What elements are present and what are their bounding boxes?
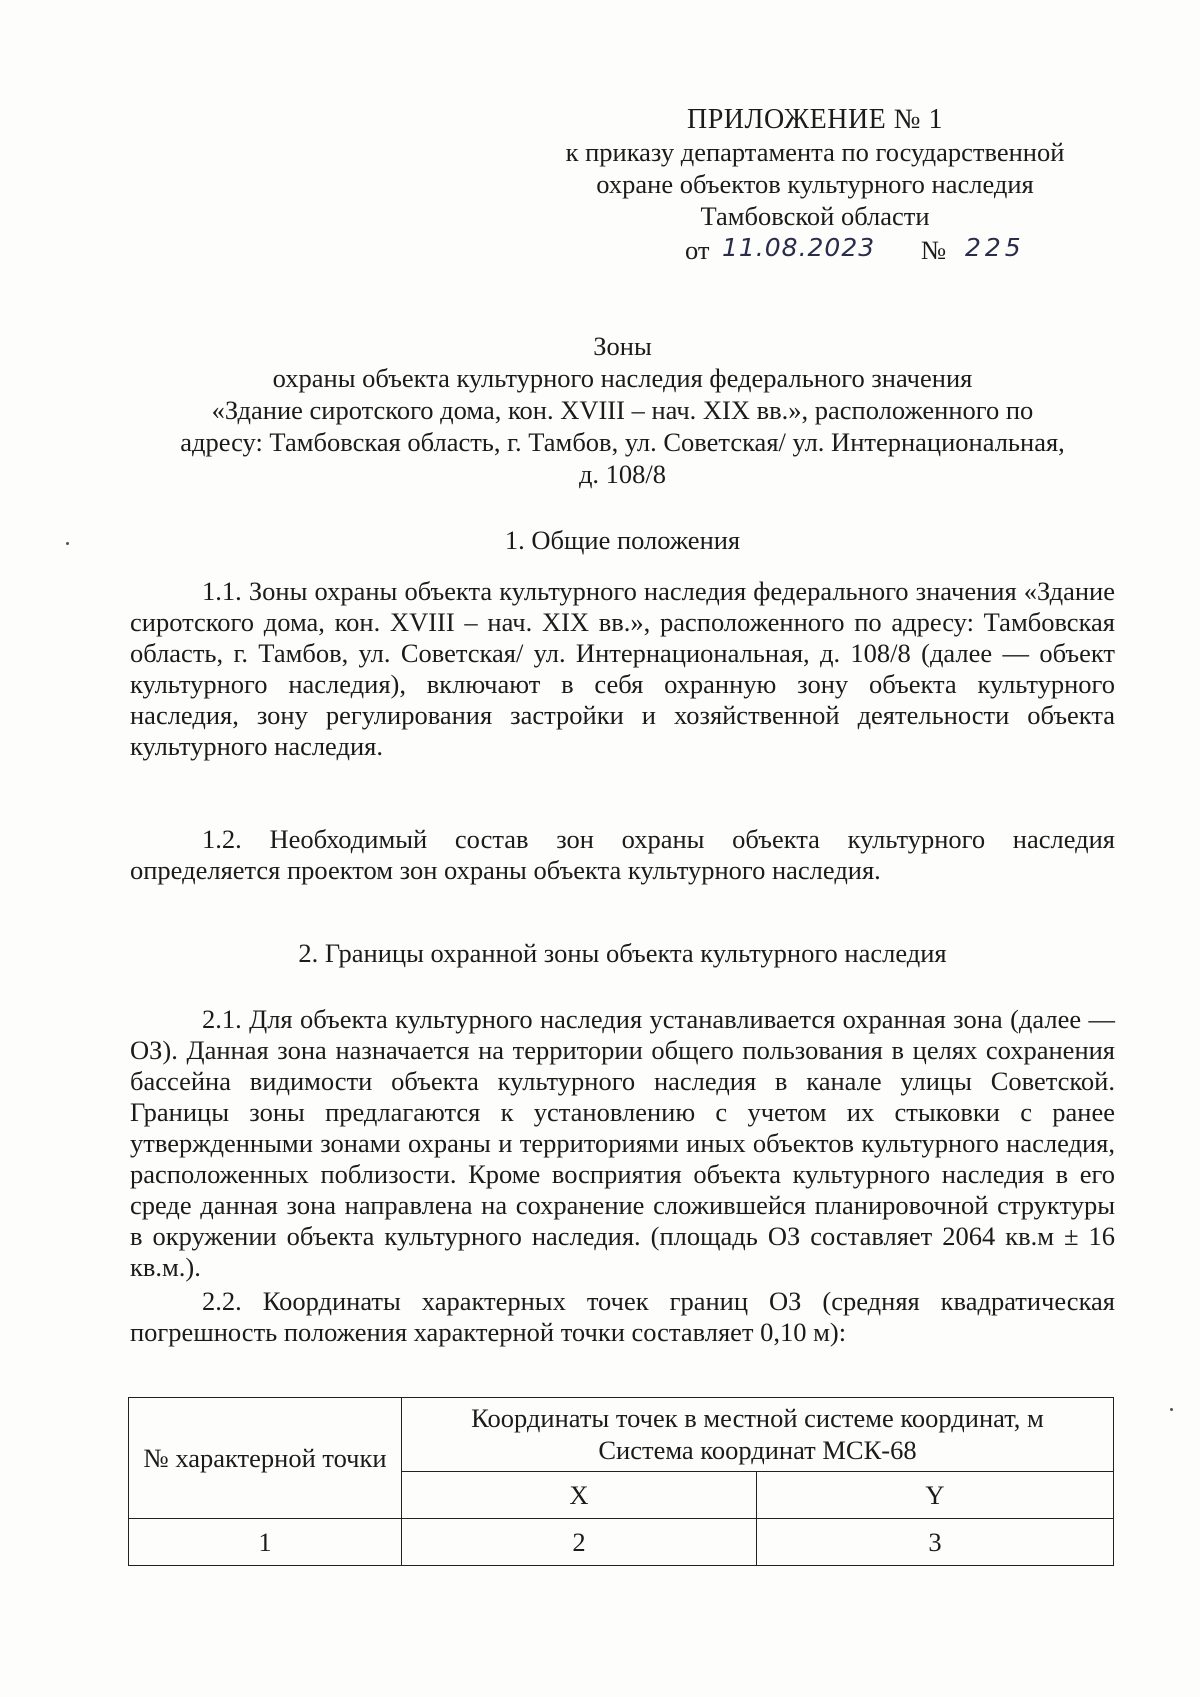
handwritten-number: 225	[965, 233, 1025, 262]
appendix-block	[545, 104, 1085, 272]
paragraph-1-1: 1.1. Зоны охраны объекта культурного наследия федерального значения «Здание сиротского дома, кон. XVIII – нач. XIX вв.», расположенного по адресу: Тамбовская область, г. Тамбов, ул. Советская/ ул. Интернациональная, д. 108/8 (далее — объект культурного наследия), включают в себя охранную зону объекта культурного наследия, зону регулирования застройки и хозяйственной деятельности объекта культурного наследия.	[130, 576, 1115, 761]
handwritten-date: 11.08.2023	[722, 233, 876, 262]
document-title	[130, 330, 1115, 490]
coordinates-table	[128, 1397, 1114, 1566]
coords-header-line-1: Координаты точек в местной системе координат, м	[471, 1403, 1044, 1434]
title-line-4: адресу: Тамбовская область, г. Тамбов, ул. Советская/ ул. Интернациональная,	[180, 427, 1065, 457]
section-1-heading: 1. Общие положения	[504, 525, 741, 555]
title-line-3: «Здание сиротского дома, кон. XVIII – нач. XIX вв.», расположенного по	[211, 395, 1034, 425]
order-date-number-line	[545, 232, 1085, 272]
numbering-cell-2: 2	[402, 1519, 757, 1566]
coords-header	[402, 1398, 1114, 1472]
number-label: №	[921, 235, 947, 265]
appendix-title: ПРИЛОЖЕНИЕ № 1	[687, 104, 943, 135]
paragraph-2-1: 2.1. Для объекта культурного наследия устанавливается охранная зона (далее — ОЗ). Данная зона назначается на территории общего пользования в целях сохранения бассейна видимости объекта культурного наследия в канале улицы Советской. Границы зоны предлагаются к установлению с учетом их стыковки с ранее утвержденными зонами охраны и территориями иных объектов культурного наследия, расположенных поблизости. Кроме восприятия объекта культурного наследия в его среде данная зона направлена на сохранение сложившейся планировочной структуры в окружении объекта культурного наследия. (площадь ОЗ составляет 2064 кв.м ± 16 кв.м.).	[130, 1004, 1115, 1282]
y-header: Y	[757, 1471, 1114, 1518]
title-line-5: д. 108/8	[578, 459, 667, 489]
from-label: от	[685, 235, 710, 265]
numbering-cell-1: 1	[129, 1519, 402, 1566]
paragraph-1-2: 1.2. Необходимый состав зон охраны объекта культурного наследия определяется проектом зон охраны объекта культурного наследия.	[130, 824, 1115, 885]
x-header: X	[402, 1471, 757, 1518]
coords-header-line-2: Система координат МСК-68	[598, 1435, 917, 1466]
title-line-1: Зоны	[593, 331, 652, 361]
appendix-line-2: охране объектов культурного наследия	[596, 169, 1034, 199]
point-number-header: № характерной точки	[129, 1398, 402, 1519]
numbering-cell-3: 3	[757, 1519, 1114, 1566]
section-2-heading: 2. Границы охранной зоны объекта культурного наследия	[298, 938, 947, 968]
appendix-line-1: к приказу департамента по государственной	[565, 137, 1065, 167]
scan-speck	[66, 542, 69, 545]
paragraph-2-2: 2.2. Координаты характерных точек границ ОЗ (средняя квадратическая погрешность положения характерной точки составляет 0,10 м):	[130, 1286, 1115, 1347]
scan-speck	[1170, 1408, 1173, 1411]
appendix-line-3: Тамбовской области	[700, 201, 930, 231]
title-line-2: охраны объекта культурного наследия федерального значения	[272, 363, 973, 393]
